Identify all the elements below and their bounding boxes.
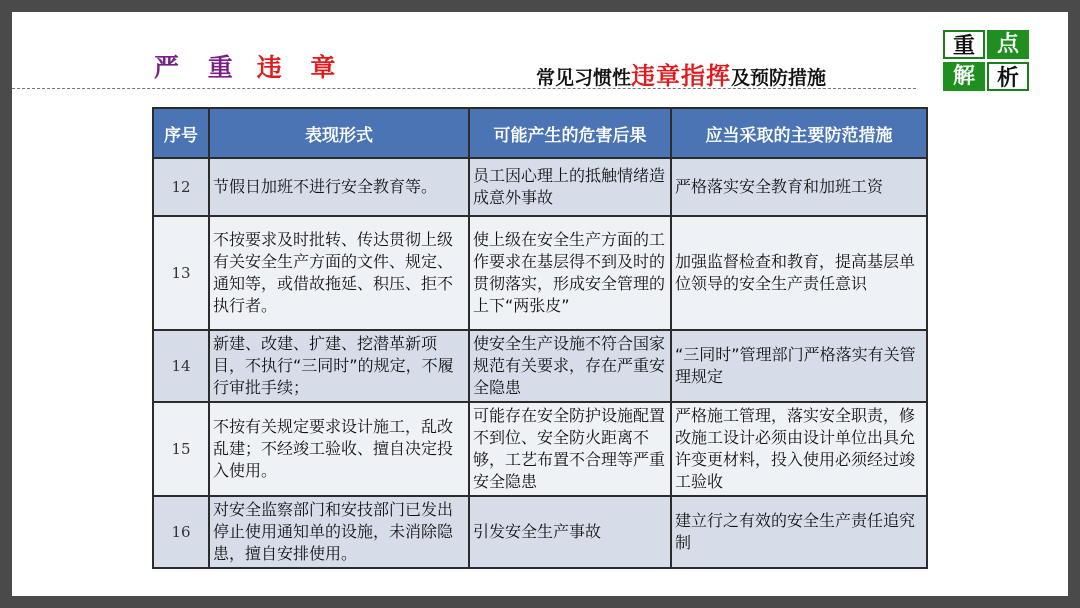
cell-no: 13 (153, 216, 209, 330)
cell-form: 不按有关规定要求设计施工，乱改乱建；不经竣工验收、擅自决定投入使用。 (209, 402, 469, 496)
cell-no: 14 (153, 330, 209, 402)
badge-char-3: 解 (943, 62, 985, 91)
cell-measure: “三同时”管理部门严格落实有关管理规定 (671, 330, 927, 402)
col-header-measure: 应当采取的主要防范措施 (671, 108, 927, 158)
cell-form: 对安全监察部门和安技部门已发出停止使用通知单的设施，未消除隐患，擅自安排使用。 (209, 496, 469, 568)
table-row (153, 330, 927, 402)
cell-no: 15 (153, 402, 209, 496)
violation-table (152, 107, 928, 569)
table-row (153, 402, 927, 496)
section-title-part2: 违 章 (256, 53, 346, 82)
page-title-suffix: 及预防措施 (731, 67, 827, 89)
table-row (153, 496, 927, 568)
cell-form: 节假日加班不进行安全教育等。 (209, 158, 469, 216)
cell-no: 12 (153, 158, 209, 216)
page-title (536, 56, 826, 91)
cell-form: 新建、改建、扩建、挖潜革新项目，不执行“三同时”的规定，不履行审批手续； (209, 330, 469, 402)
cell-measure: 建立行之有效的安全生产责任追究制 (671, 496, 927, 568)
col-header-no: 序号 (153, 108, 209, 158)
cell-form: 不按要求及时批转、传达贯彻上级有关安全生产方面的文件、规定、通知等，或借故拖延、积压、拒不执行者。 (209, 216, 469, 330)
cell-measure: 加强监督检查和教育，提高基层单位领导的安全生产责任意识 (671, 216, 927, 330)
page-title-prefix: 常见习惯性 (536, 67, 632, 89)
badge-char-2: 点 (987, 30, 1029, 59)
section-title (154, 48, 345, 84)
badge-char-4: 析 (987, 62, 1029, 91)
key-analysis-badge (943, 30, 1029, 92)
cell-harm: 引发安全生产事故 (469, 496, 671, 568)
cell-harm: 员工因心理上的抵触情绪造成意外事故 (469, 158, 671, 216)
table-row (153, 216, 927, 330)
cell-harm: 可能存在安全防护设施配置不到位、安全防火距离不够，工艺布置不合理等严重安全隐患 (469, 402, 671, 496)
header-divider (12, 88, 916, 89)
col-header-form: 表现形式 (209, 108, 469, 158)
cell-measure: 严格施工管理，落实安全职责，修改施工设计必须由设计单位出具允许变更材料，投入使用必须经过竣工验收 (671, 402, 927, 496)
table-header-row (153, 108, 927, 158)
slide (12, 12, 1068, 596)
page-title-highlight: 违章指挥 (631, 62, 732, 90)
table-row (153, 158, 927, 216)
col-header-harm: 可能产生的危害后果 (469, 108, 671, 158)
section-title-part1: 严 重 (154, 53, 243, 82)
badge-char-1: 重 (943, 30, 985, 59)
cell-measure: 严格落实安全教育和加班工资 (671, 158, 927, 216)
cell-harm: 使上级在安全生产方面的工作要求在基层得不到及时的贯彻落实，形成安全管理的上下“两张皮” (469, 216, 671, 330)
cell-harm: 使安全生产设施不符合国家规范有关要求，存在严重安全隐患 (469, 330, 671, 402)
cell-no: 16 (153, 496, 209, 568)
